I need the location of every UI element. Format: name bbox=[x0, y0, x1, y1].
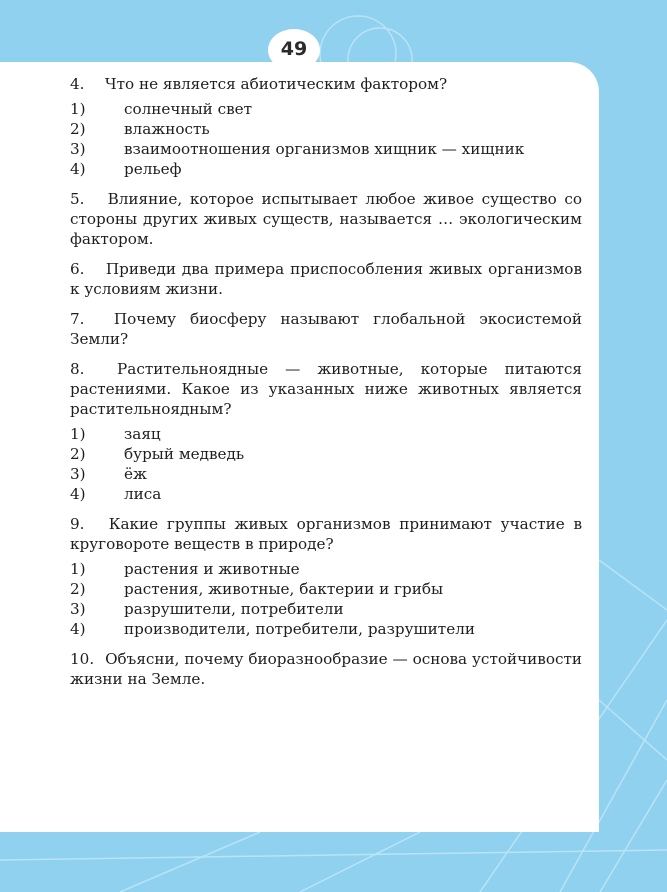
question-9 bbox=[70, 514, 582, 639]
question-body: Объясни, почему биоразнообразие — основа устойчивости жизни на Земле. bbox=[70, 650, 582, 688]
option-text: солнечный свет bbox=[124, 100, 253, 118]
option-text: лиса bbox=[124, 485, 162, 503]
option-number: 2) bbox=[70, 580, 86, 598]
option-text: ёж bbox=[124, 465, 147, 483]
question-7 bbox=[70, 309, 582, 349]
question-4 bbox=[70, 74, 582, 179]
question-body: Влияние, которое испытывает любое живое существо со стороны других живых существ, называется … экологическим фактором. bbox=[70, 190, 582, 248]
page-number-badge bbox=[268, 29, 320, 71]
option-number: 1) bbox=[70, 425, 86, 443]
option-text: рельеф bbox=[124, 160, 182, 178]
answer-option bbox=[70, 579, 582, 599]
question-text bbox=[70, 74, 582, 94]
answer-option bbox=[70, 424, 582, 444]
question-body: Что не является абиотическим фактором? bbox=[104, 75, 448, 93]
question-6 bbox=[70, 259, 582, 299]
option-number: 3) bbox=[70, 600, 86, 618]
questions-list bbox=[70, 74, 582, 699]
answer-options bbox=[70, 99, 582, 179]
option-number: 1) bbox=[70, 560, 86, 578]
question-body: Приведи два примера приспособления живых организмов к условиям жизни. bbox=[70, 260, 583, 298]
question-number: 9. bbox=[70, 515, 85, 533]
option-text: взаимоотношения организмов хищник — хищник bbox=[124, 140, 525, 158]
answer-option bbox=[70, 464, 582, 484]
option-text: производители, потребители, разрушители bbox=[124, 620, 475, 638]
question-text bbox=[70, 259, 582, 299]
option-text: бурый медведь bbox=[124, 445, 245, 463]
question-body: Какие группы живых организмов принимают участие в круговороте веществ в природе? bbox=[70, 515, 582, 553]
answer-option bbox=[70, 484, 582, 504]
option-text: разрушители, потребители bbox=[124, 600, 344, 618]
question-8 bbox=[70, 359, 582, 504]
option-text: растения и животные bbox=[124, 560, 300, 578]
question-number: 10. bbox=[70, 650, 95, 668]
question-5 bbox=[70, 189, 582, 249]
answer-option bbox=[70, 99, 582, 119]
option-number: 4) bbox=[70, 620, 86, 638]
option-number: 4) bbox=[70, 160, 86, 178]
answer-options bbox=[70, 559, 582, 639]
question-body: Растительноядные — животные, которые питаются растениями. Какое из указанных ниже животных является растительноядным? bbox=[70, 360, 582, 418]
page-number: 49 bbox=[280, 38, 308, 60]
question-10 bbox=[70, 649, 582, 689]
question-text bbox=[70, 359, 582, 419]
option-text: влажность bbox=[124, 120, 210, 138]
option-number: 3) bbox=[70, 465, 86, 483]
question-text bbox=[70, 649, 582, 689]
option-number: 3) bbox=[70, 140, 86, 158]
option-text: растения, животные, бактерии и грибы bbox=[124, 580, 444, 598]
option-number: 4) bbox=[70, 485, 86, 503]
question-body: Почему биосферу называют глобальной экосистемой Земли? bbox=[70, 310, 582, 348]
question-number: 5. bbox=[70, 190, 85, 208]
answer-option bbox=[70, 619, 582, 639]
question-number: 7. bbox=[70, 310, 85, 328]
option-number: 2) bbox=[70, 120, 86, 138]
answer-options bbox=[70, 424, 582, 504]
question-text bbox=[70, 309, 582, 349]
answer-option bbox=[70, 444, 582, 464]
question-number: 8. bbox=[70, 360, 85, 378]
option-number: 1) bbox=[70, 100, 86, 118]
answer-option bbox=[70, 119, 582, 139]
question-number: 4. bbox=[70, 75, 85, 93]
option-text: заяц bbox=[124, 425, 161, 443]
question-number: 6. bbox=[70, 260, 85, 278]
answer-option bbox=[70, 559, 582, 579]
question-text bbox=[70, 189, 582, 249]
answer-option bbox=[70, 159, 582, 179]
answer-option bbox=[70, 599, 582, 619]
option-number: 2) bbox=[70, 445, 86, 463]
question-text bbox=[70, 514, 582, 554]
answer-option bbox=[70, 139, 582, 159]
